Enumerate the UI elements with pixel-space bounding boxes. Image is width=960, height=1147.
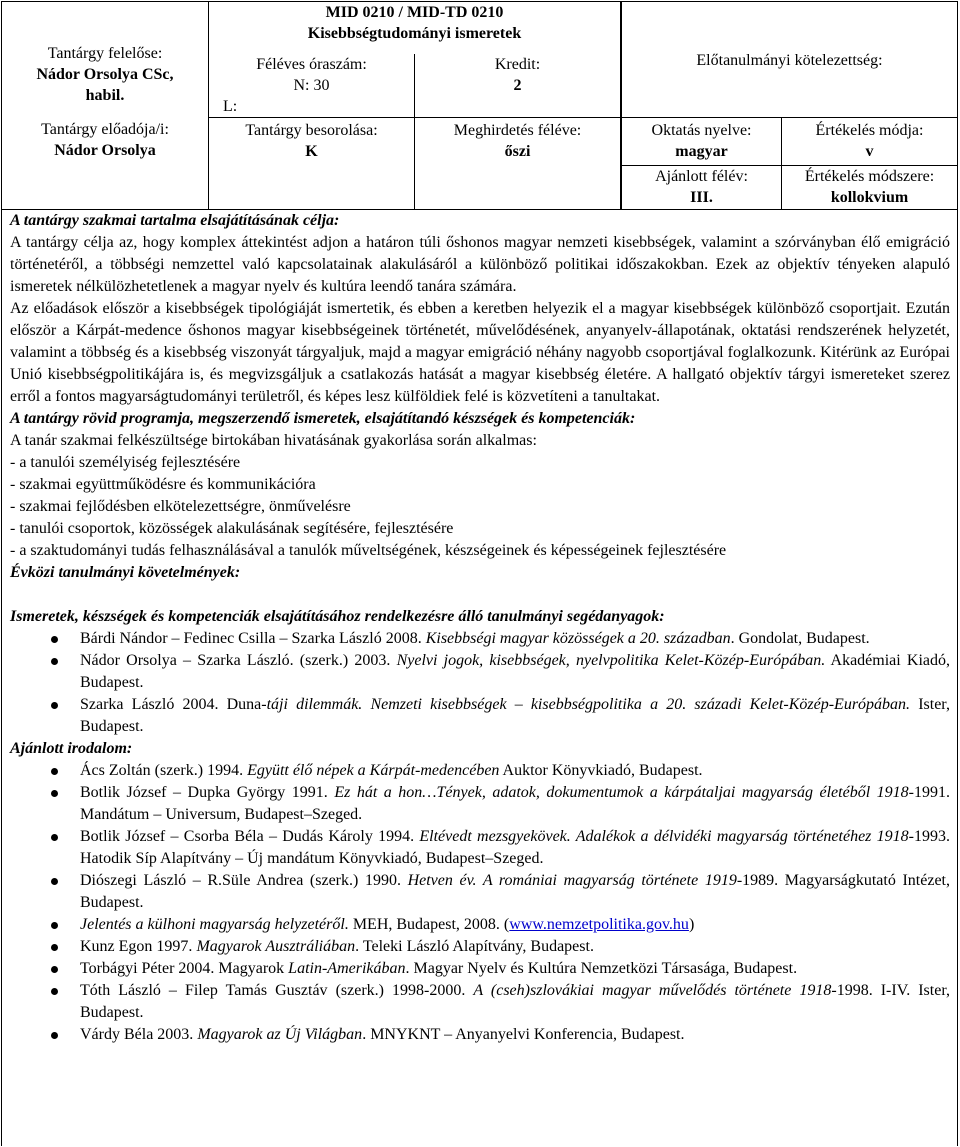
nemzetpolitika-link[interactable]: www.nemzetpolitika.gov.hu <box>509 916 689 933</box>
bullet-icon <box>51 1032 58 1039</box>
bullet-icon <box>51 988 58 995</box>
recommended-semester-value: III. <box>690 189 713 206</box>
program-item: - szakmai fejlődésben elkötelezettségre, önművelésre <box>10 498 351 515</box>
bullet-icon <box>51 658 58 665</box>
program-heading: A tantárgy rövid programja, megszerzendő ismeretek, elsajátítandó készségek és kompetenciák: <box>10 410 636 427</box>
list-item: Várdy Béla 2003. Magyarok az Új Világban. MNYKNT – Anyanyelvi Konferencia, Budapest. <box>10 1024 950 1046</box>
hours-n: N: 30 <box>293 77 330 94</box>
eval-mode-label: Értékelés módja: <box>815 122 924 139</box>
credit-label: Kredit: <box>494 56 541 73</box>
list-item: Botlik József – Csorba Béla – Dudás Károly 1994. Eltévedt mezsgyekövek. Adalékok a délvidéki magyarság történetéhez 1918-1993. Hatodik Síp Alapítvány – Új mandátum Könyvkiadó, Budapest–Szeged. <box>10 826 950 870</box>
language-value: magyar <box>675 143 728 160</box>
eval-mode-cell <box>782 117 957 165</box>
program-item: - a tanulói személyiség fejlesztésére <box>10 454 241 471</box>
eval-method-value: kollokvium <box>830 189 909 206</box>
prereq-label: Előtanulmányi kötelezettség: <box>696 52 883 69</box>
goal-heading: A tantárgy szakmai tartalma elsajátításának célja: <box>10 212 340 229</box>
program-intro: A tanár szakmai felkészültsége birtokában hivatásának gyakorlása során alkalmas: <box>10 432 537 449</box>
course-body <box>10 210 950 1046</box>
bullet-icon <box>51 922 58 929</box>
eval-mode-value: v <box>865 143 874 160</box>
requirements-heading: Évközi tanulmányi követelmények: <box>10 564 241 581</box>
bullet-icon <box>51 768 58 775</box>
classification-label: Tantárgy besorolása: <box>245 122 378 139</box>
credit-cell <box>415 54 621 117</box>
list-item: Ács Zoltán (szerk.) 1994. Együtt élő népek a Kárpát-medencében Auktor Könyvkiadó, Budapest. <box>10 760 950 782</box>
list-item: Jelentés a külhoni magyarság helyzetéről. MEH, Budapest, 2008. (www.nemzetpolitika.gov.hu) <box>10 914 950 936</box>
course-title-cell <box>209 2 621 54</box>
bullet-icon <box>51 834 58 841</box>
language-cell <box>621 117 782 165</box>
list-item: Diószegi László – R.Süle Andrea (szerk.) 1990. Hetven év. A romániai magyarság története 1919-1989. Magyarságkutató Intézet, Budapest. <box>10 870 950 914</box>
recommended-semester-cell <box>621 165 782 210</box>
list-item: Nádor Orsolya – Szarka László. (szerk.) 2003. Nyelvi jogok, kisebbségek, nyelvpolitika Kelet-Közép-Európában. Akadémiai Kiadó, Budapest. <box>10 650 950 694</box>
program-item: - a szaktudományi tudás felhasználásával a tanulók műveltségének, készségeinek és képességeinek fejlesztésére <box>10 542 727 559</box>
bullet-icon <box>51 944 58 951</box>
lecturer-name: Nádor Orsolya <box>54 142 156 159</box>
lecturer-cell <box>2 117 209 210</box>
materials-list <box>10 628 950 738</box>
course-title: Kisebbségtudományi ismeretek <box>307 25 522 42</box>
bullet-icon <box>51 790 58 797</box>
eval-method-cell <box>782 165 957 210</box>
literature-heading: Ajánlott irodalom: <box>10 740 133 757</box>
literature-list <box>10 760 950 1046</box>
list-item: Bárdi Nándor – Fedinec Csilla – Szarka László 2008. Kisebbségi magyar közösségek a 20. században. Gondolat, Budapest. <box>10 628 950 650</box>
list-item: Szarka László 2004. Duna-táji dilemmák. Nemzeti kisebbségek – kisebbségpolitika a 20. századi Kelet-Közép-Európában. Ister, Budapest. <box>10 694 950 738</box>
responsible-cell <box>2 2 209 117</box>
credit-value: 2 <box>513 77 522 94</box>
list-item: Torbágyi Péter 2004. Magyarok Latin-Amerikában. Magyar Nyelv és Kultúra Nemzetközi Társasága, Budapest. <box>10 958 950 980</box>
course-header-table <box>2 2 957 210</box>
hours-cell <box>209 54 415 117</box>
semester-cell <box>415 117 621 210</box>
lecturer-label: Tantárgy előadója/i: <box>41 121 169 138</box>
materials-heading: Ismeretek, készségek és kompetenciák elsajátításához rendelkezésre álló tanulmányi segédanyagok: <box>10 608 665 625</box>
responsible-name: Nádor Orsolya CSc, habil. <box>36 66 174 104</box>
list-item: Tóth László – Filep Tamás Gusztáv (szerk.) 1998-2000. A (cseh)szlovákiai magyar művelődés története 1918-1998. I-IV. Ister, Budapest. <box>10 980 950 1024</box>
goal-paragraph-1: A tantárgy célja az, hogy komplex áttekintést adjon a határon túli őshonos magyar nemzeti kisebbségek, valamint a szórványban élő emigráció történetéről, a többségi nemzettel való kapcsolatainak alakulásáról a különböző politikai időszakokban. Ezek az objektív tényeken alapuló ismeretek nélkülözhetetlenek a magyar nyelv és kultúra leendő tanára számára. <box>10 234 950 295</box>
program-item: - szakmai együttműködésre és kommunikációra <box>10 476 316 493</box>
eval-method-label: Értékelés módszere: <box>804 168 935 185</box>
hours-label: Féléves óraszám: <box>256 56 367 73</box>
course-sheet <box>1 1 958 1146</box>
recommended-semester-label: Ajánlott félév: <box>655 168 748 185</box>
responsible-label: Tantárgy felelőse: <box>47 45 163 62</box>
list-item: Kunz Egon 1997. Magyarok Ausztráliában. Teleki László Alapítvány, Budapest. <box>10 936 950 958</box>
bullet-icon <box>51 966 58 973</box>
bullet-icon <box>51 702 58 709</box>
list-item: Botlik József – Dupka György 1991. Ez hát a hon…Tények, adatok, dokumentumok a kárpátaljai magyarság életéből 1918-1991. Mandátum – Universum, Budapest–Szeged. <box>10 782 950 826</box>
goal-paragraph-2: Az előadások először a kisebbségek tipológiáját ismertetik, és ebben a keretben helyezik el a magyar kisebbségek különböző csoportjait. Ezután először a Kárpát-medence őshonos magyar kisebbségeinek történetét, művelődésének, anyanyelv-állapotának, oktatási rendszerének helyzetét, valamint a többség és a kisebbség viszonyát tárgyaljuk, majd a magyar emigráció néhány nagyobb csoportjával foglalkozunk. Kitérünk az Európai Unió kisebbségpolitikájára is, és megvizsgáljuk a csatlakozás hatását a magyar kisebbség életére. A hallgató objektív tárgyi ismereteket szerez erről a fontos magyarságtudományi területről, és képes lesz külföldiek felé is közvetíteni a tanultakat. <box>10 300 950 405</box>
course-code: MID 0210 / MID-TD 0210 <box>325 4 504 21</box>
program-item: - tanulói csoportok, közösségek alakulásának segítésére, fejlesztésére <box>10 520 454 537</box>
prereq-cell <box>621 2 957 117</box>
classification-value: K <box>305 143 318 160</box>
semester-value: őszi <box>504 143 531 160</box>
semester-label: Meghirdetés féléve: <box>453 122 582 139</box>
language-label: Oktatás nyelve: <box>651 122 752 139</box>
hours-l: L: <box>223 98 238 115</box>
bullet-icon <box>51 636 58 643</box>
requirements-blank <box>10 584 950 606</box>
bullet-icon <box>51 878 58 885</box>
classification-cell <box>209 117 415 210</box>
